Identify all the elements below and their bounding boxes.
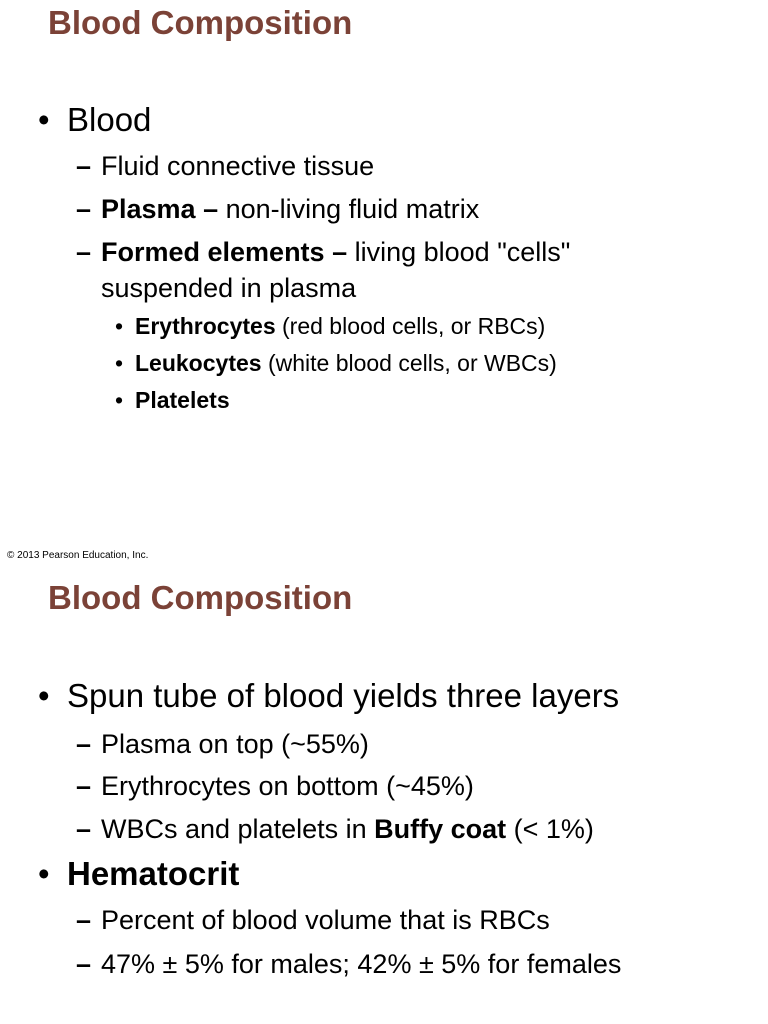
dash-marker: –: [76, 949, 92, 979]
dash-marker: –: [76, 771, 92, 801]
bullet-marker: •: [115, 313, 124, 339]
bullet-marker: •: [38, 677, 50, 714]
copyright-notice: © 2013 Pearson Education, Inc.: [7, 550, 149, 561]
bullet-marker: •: [38, 101, 50, 138]
sub-bullet-text: WBCs and platelets in: [101, 814, 375, 844]
bullet-marker: •: [115, 350, 124, 376]
dash-marker: –: [76, 237, 92, 267]
bullet-text: Hematocrit: [67, 855, 240, 892]
sub-bullet-text: (< 1%): [506, 814, 594, 844]
dash-marker: –: [76, 814, 92, 844]
slide-title: Blood Composition: [48, 4, 353, 41]
term-platelets: Platelets: [135, 387, 230, 413]
term-note: (red blood cells, or RBCs): [275, 313, 546, 339]
term-formed-elements: Formed elements –: [101, 237, 348, 267]
slide-2: [0, 575, 768, 1024]
term-leukocytes: Leukocytes: [135, 350, 262, 376]
term-plasma: Plasma –: [101, 194, 219, 224]
sub-bullet-text: Percent of blood volume that is RBCs: [101, 905, 550, 935]
bullet-text: Blood: [67, 101, 152, 138]
term-definition: living blood "cells" suspended in plasma: [101, 237, 571, 303]
sub-bullet-text: 47% ± 5% for males; 42% ± 5% for females: [101, 949, 622, 979]
dash-marker: –: [76, 905, 92, 935]
term-buffy-coat: Buffy coat: [374, 814, 507, 844]
dash-marker: –: [76, 151, 92, 181]
bullet-marker: •: [38, 855, 50, 892]
bullet-marker: •: [115, 387, 124, 413]
dash-marker: –: [76, 729, 92, 759]
bullet-text: Spun tube of blood yields three layers: [67, 677, 620, 714]
sub-bullet-text: Plasma on top (~55%): [101, 729, 369, 759]
term-note: (white blood cells, or WBCs): [261, 350, 557, 376]
sub-bullet-text: Erythrocytes on bottom (~45%): [101, 771, 474, 801]
sub-bullet-text: Fluid connective tissue: [101, 151, 375, 181]
term-definition: non-living fluid matrix: [218, 194, 480, 224]
term-erythrocytes: Erythrocytes: [135, 313, 276, 339]
dash-marker: –: [76, 194, 92, 224]
slide-title: Blood Composition: [48, 579, 353, 616]
